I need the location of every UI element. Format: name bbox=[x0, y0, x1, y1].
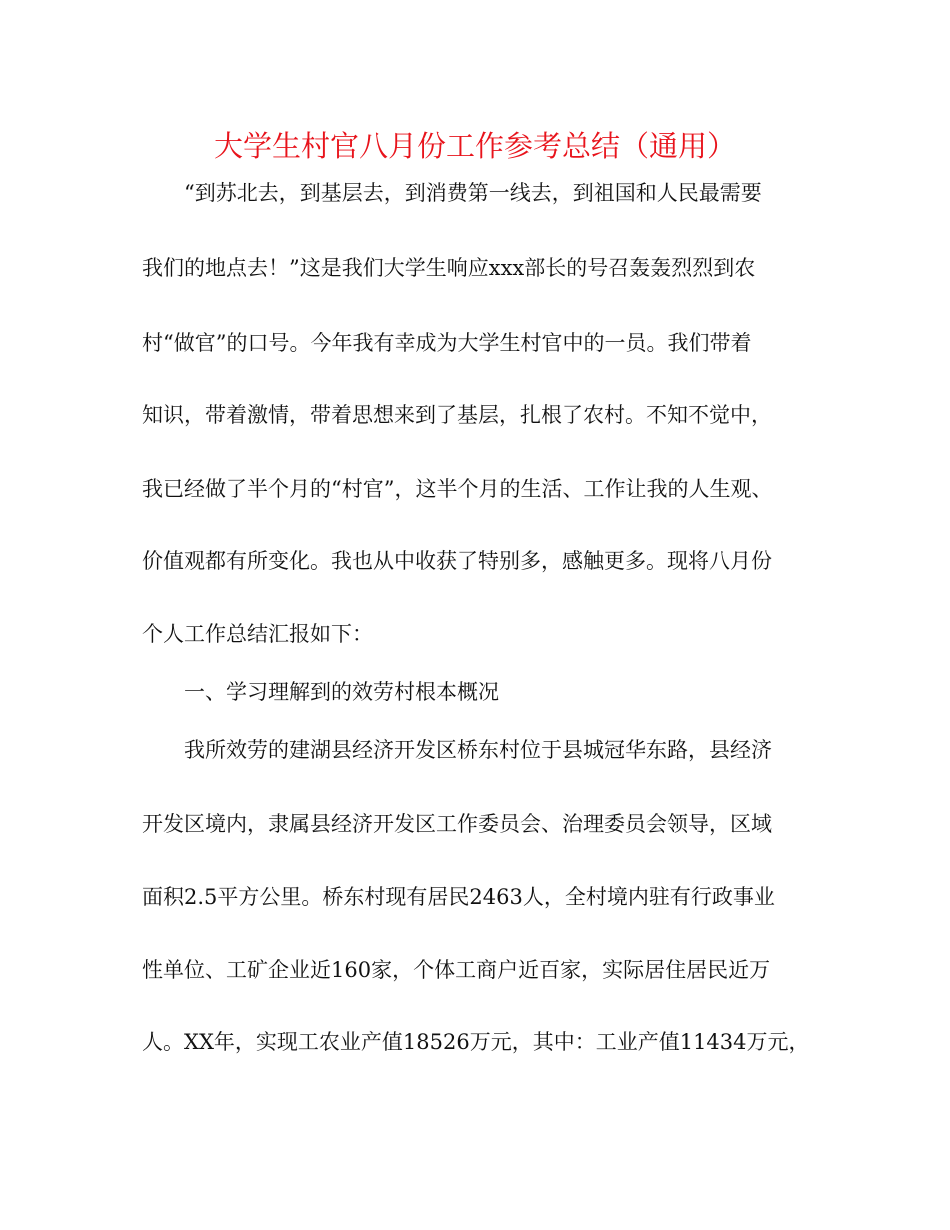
paragraph-line: 价值观都有所变化。我也从中收获了特别多，感触更多。现将八月份 bbox=[142, 549, 772, 573]
paragraph-line: 面积2.5平方公里。桥东村现有居民2463人，全村境内驻有行政事业 bbox=[142, 885, 775, 909]
paragraph-line: 性单位、工矿企业近160家，个体工商户近百家，实际居住居民近万 bbox=[142, 958, 771, 982]
paragraph-line: 个人工作总结汇报如下： bbox=[142, 622, 373, 646]
paragraph-line: 我已经做了半个月的“村官”，这半个月的生活、工作让我的人生观、 bbox=[142, 477, 773, 501]
document-title: 大学生村官八月份工作参考总结（通用） bbox=[213, 129, 736, 163]
paragraph-line: 村“做官”的口号。今年我有幸成为大学生村官中的一员。我们带着 bbox=[142, 331, 752, 355]
paragraph-line: 人。XX年，实现工农业产值18526万元，其中：工业产值11434万元， bbox=[142, 1030, 810, 1054]
paragraph-line: “到苏北去，到基层去，到消费第一线去，到祖国和人民最需要 bbox=[184, 181, 762, 205]
paragraph-line: 知识，带着激情，带着思想来到了基层，扎根了农村。不知不觉中， bbox=[142, 403, 772, 427]
paragraph-line: 我所效劳的建湖县经济开发区桥东村位于县城冠华东路，县经济 bbox=[184, 738, 772, 762]
section-heading: 一、学习理解到的效劳村根本概况 bbox=[184, 680, 499, 704]
paragraph-line: 我们的地点去！”这是我们大学生响应xxx部长的号召轰轰烈烈到农 bbox=[142, 256, 756, 280]
paragraph-line: 开发区境内，隶属县经济开发区工作委员会、治理委员会领导，区域 bbox=[142, 812, 772, 836]
